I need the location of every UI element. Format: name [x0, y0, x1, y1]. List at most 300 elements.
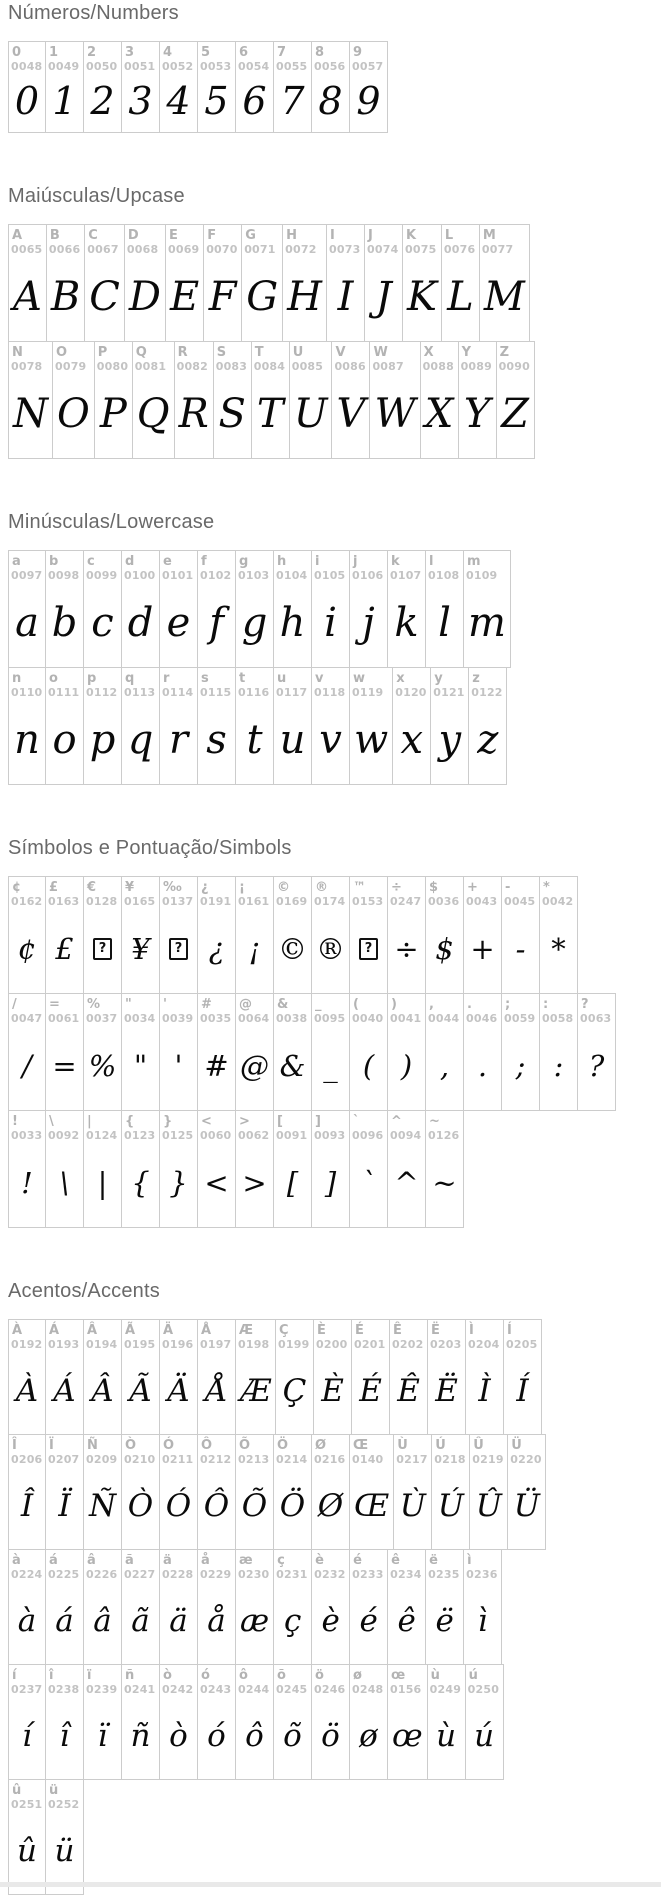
cell-unicode-label: 0209	[86, 1453, 118, 1466]
glyph-cell	[466, 1664, 504, 1780]
glyph-cell	[84, 1664, 122, 1780]
cell-unicode-label: 0236	[466, 1568, 498, 1581]
cell-glyph: <	[204, 1165, 229, 1200]
cell-unicode-label: 0219	[472, 1453, 504, 1466]
cell-char-label: 5	[201, 45, 211, 60]
cell-unicode-label: 0040	[352, 1012, 384, 1025]
glyph-cell	[122, 993, 160, 1111]
cell-unicode-label: 0126	[428, 1129, 460, 1142]
cell-unicode-label: 0197	[200, 1338, 232, 1351]
cell-char-label: _	[315, 997, 322, 1012]
glyph-cell	[312, 1434, 350, 1550]
cell-unicode-label: 0247	[390, 895, 422, 908]
cell-glyph: Œ	[354, 1487, 390, 1524]
cell-glyph: è	[321, 1602, 340, 1639]
cell-unicode-label: 0200	[316, 1338, 348, 1351]
cell-char-label: ë	[429, 1553, 438, 1568]
cell-unicode-label: 0068	[126, 243, 159, 256]
cell-unicode-label: 0245	[276, 1683, 308, 1696]
cell-char-label: .	[467, 997, 472, 1012]
cell-glyph: #	[204, 1048, 229, 1083]
cell-unicode-label: 0047	[11, 1012, 43, 1025]
glyph-cell	[8, 1110, 46, 1228]
cell-unicode-label: 0072	[285, 243, 317, 256]
cell-glyph: ä	[169, 1602, 188, 1639]
cell-unicode-label: 0137	[162, 895, 194, 908]
cell-glyph: d	[127, 599, 154, 646]
glyph-cell	[388, 1110, 426, 1228]
cell-char-label: Ü	[511, 1438, 522, 1453]
section-grid	[8, 1319, 661, 1895]
cell-char-label: ú	[468, 1668, 478, 1683]
cell-unicode-label: 0034	[124, 1012, 156, 1025]
cell-char-label: G	[245, 228, 256, 243]
cell-char-label: è	[315, 1553, 324, 1568]
cell-char-label: Á	[49, 1323, 60, 1338]
cell-unicode-label: 0038	[276, 1012, 308, 1025]
cell-unicode-label: 0112	[86, 686, 118, 699]
cell-unicode-label: 0108	[428, 569, 460, 582]
glyph-cell	[122, 550, 160, 668]
cell-glyph: {	[131, 1165, 150, 1200]
notdef-box-glyph: ?	[93, 938, 113, 960]
cell-glyph: g	[241, 599, 268, 646]
glyph-cell	[46, 1434, 84, 1550]
cell-unicode-label: 0220	[510, 1453, 542, 1466]
glyph-cell	[166, 224, 204, 342]
glyph-cell	[540, 993, 578, 1111]
cell-unicode-label: 0237	[11, 1683, 43, 1696]
glyph-cell	[8, 1664, 46, 1780]
glyph-cell	[84, 41, 122, 133]
cell-unicode-label: 0201	[354, 1338, 386, 1351]
cell-glyph: å	[207, 1602, 226, 1639]
glyph-cell	[84, 1319, 122, 1435]
notdef-box-glyph: ?	[359, 938, 379, 960]
glyph-cell	[464, 993, 502, 1111]
cell-glyph: K	[407, 273, 437, 320]
glyph-cell	[46, 876, 84, 994]
cell-glyph: À	[15, 1372, 39, 1409]
cell-unicode-label: 0202	[392, 1338, 424, 1351]
section-lowercase	[8, 511, 661, 785]
section-grid	[8, 550, 661, 785]
cell-unicode-label: 0048	[11, 60, 43, 73]
cell-unicode-label: 0109	[466, 569, 498, 582]
glyph-cell	[204, 224, 242, 342]
cell-char-label: ©	[277, 880, 290, 895]
cell-glyph: :	[553, 1048, 564, 1083]
cell-glyph: L	[447, 273, 474, 320]
cell-char-label: ~	[429, 1114, 440, 1129]
cell-unicode-label: 0211	[162, 1453, 194, 1466]
cell-char-label: Ã	[125, 1323, 136, 1338]
cell-unicode-label: 0110	[11, 686, 43, 699]
cell-glyph	[350, 908, 387, 993]
cell-glyph: M	[483, 273, 525, 320]
cell-char-label: E	[168, 228, 178, 243]
cell-char-label: ;	[505, 997, 511, 1012]
cell-unicode-label: 0036	[428, 895, 460, 908]
cell-glyph: ~	[432, 1165, 457, 1200]
cell-char-label: ,	[429, 997, 434, 1012]
cell-unicode-label: 0193	[48, 1338, 80, 1351]
glyph-cell	[274, 667, 312, 785]
cell-glyph: ü	[54, 1832, 75, 1869]
cell-glyph: Û	[475, 1487, 502, 1524]
cell-glyph: w	[354, 716, 389, 763]
cell-glyph: A	[13, 273, 42, 320]
cell-char-label: [	[277, 1114, 283, 1129]
cell-unicode-label: 0117	[276, 686, 308, 699]
cell-char-label: v	[315, 671, 324, 686]
cell-char-label: f	[201, 554, 207, 569]
cell-glyph: |	[97, 1165, 108, 1200]
cell-unicode-label: 0102	[200, 569, 232, 582]
cell-glyph: !	[21, 1165, 33, 1200]
section-symbols	[8, 837, 661, 1228]
cell-char-label: W	[373, 345, 388, 360]
glyph-cell	[46, 1110, 84, 1228]
cell-char-label: "	[125, 997, 132, 1012]
cell-glyph: Ô	[203, 1487, 230, 1524]
cell-char-label: 7	[277, 45, 287, 60]
cell-unicode-label: 0161	[238, 895, 270, 908]
cell-char-label: À	[12, 1323, 23, 1338]
cell-unicode-label: 0065	[11, 243, 43, 256]
glyph-cell	[236, 993, 274, 1111]
cell-unicode-label: 0045	[504, 895, 536, 908]
glyph-cell	[426, 1549, 464, 1665]
cell-char-label: b	[49, 554, 59, 569]
cell-glyph: *	[551, 931, 566, 966]
cell-unicode-label: 0060	[200, 1129, 232, 1142]
cell-char-label: h	[277, 554, 287, 569]
cell-char-label: ï	[87, 1668, 92, 1683]
glyph-cell	[53, 341, 95, 459]
cell-unicode-label: 0091	[276, 1129, 308, 1142]
cell-char-label: g	[239, 554, 249, 569]
cell-glyph: W	[374, 390, 416, 437]
cell-unicode-label: 0074	[367, 243, 399, 256]
glyph-cell	[421, 341, 459, 459]
cell-char-label: #	[201, 997, 212, 1012]
glyph-cell	[312, 1110, 350, 1228]
cell-glyph: \	[59, 1165, 70, 1200]
glyph-cell	[198, 41, 236, 133]
cell-glyph: C	[89, 273, 120, 320]
cell-char-label: Î	[12, 1438, 17, 1453]
cell-char-label: Z	[499, 345, 509, 360]
cell-unicode-label: 0111	[48, 686, 80, 699]
cell-glyph: e	[166, 599, 191, 646]
cell-glyph: G	[246, 273, 279, 320]
cell-char-label: `	[353, 1114, 360, 1129]
cell-char-label: ò	[163, 1668, 172, 1683]
cell-char-label: ù	[430, 1668, 440, 1683]
cell-glyph: 9	[356, 78, 381, 123]
cell-char-label: ã	[125, 1553, 134, 1568]
cell-char-label: C	[88, 228, 98, 243]
cell-char-label: ö	[315, 1668, 324, 1683]
cell-glyph: ó	[207, 1717, 226, 1754]
cell-glyph: ]	[324, 1165, 337, 1200]
section-title: Números/Numbers	[8, 2, 179, 24]
cell-unicode-label: 0094	[390, 1129, 422, 1142]
cell-char-label: %	[87, 997, 101, 1012]
cell-glyph: û	[17, 1832, 37, 1869]
cell-unicode-label: 0196	[162, 1338, 194, 1351]
glyph-cell	[276, 1319, 314, 1435]
cell-char-label: ^	[391, 1114, 402, 1129]
cell-unicode-label: 0066	[48, 243, 81, 256]
glyph-row	[8, 224, 661, 342]
cell-unicode-label: 0249	[429, 1683, 462, 1696]
cell-unicode-label: 0213	[238, 1453, 270, 1466]
cell-char-label: î	[49, 1668, 54, 1683]
cell-glyph: â	[93, 1602, 112, 1639]
cell-char-label: F	[207, 228, 217, 243]
cell-unicode-label: 0070	[206, 243, 238, 256]
glyph-cell	[428, 1664, 466, 1780]
cell-glyph: u	[279, 716, 306, 763]
cell-glyph: l	[438, 599, 451, 646]
cell-glyph: ø	[359, 1717, 378, 1754]
glyph-cell	[274, 1110, 312, 1228]
cell-unicode-label: 0114	[162, 686, 194, 699]
cell-unicode-label: 0059	[504, 1012, 536, 1025]
glyph-cell	[47, 224, 85, 342]
cell-glyph: ®	[316, 931, 345, 966]
cell-char-label: 3	[125, 45, 135, 60]
glyph-cell	[578, 993, 616, 1111]
cell-unicode-label: 0210	[124, 1453, 156, 1466]
cell-unicode-label: 0214	[276, 1453, 308, 1466]
glyph-cell	[332, 341, 370, 459]
cell-unicode-label: 0055	[276, 60, 308, 73]
cell-glyph: c	[91, 599, 114, 646]
glyph-cell	[252, 341, 290, 459]
cell-glyph: 0	[14, 78, 40, 123]
cell-glyph: Ò	[127, 1487, 154, 1524]
cell-glyph: h	[279, 599, 306, 646]
cell-unicode-label: 0100	[124, 569, 156, 582]
glyph-cell	[122, 1434, 160, 1550]
cell-unicode-label: 0153	[352, 895, 384, 908]
cell-glyph: ¥	[131, 931, 150, 966]
cell-char-label: M	[482, 228, 496, 243]
cell-unicode-label: 0064	[238, 1012, 270, 1025]
cell-unicode-label: 0228	[162, 1568, 194, 1581]
cell-unicode-label: 0162	[11, 895, 43, 908]
cell-char-label: P	[97, 345, 108, 360]
cell-glyph: N	[13, 390, 48, 437]
cell-unicode-label: 0088	[422, 360, 454, 373]
glyph-cell	[125, 224, 166, 342]
cell-unicode-label: 0156	[390, 1683, 422, 1696]
cell-glyph: Ü	[513, 1487, 540, 1524]
cell-unicode-label: 0093	[314, 1129, 346, 1142]
cell-char-label: $	[429, 880, 439, 895]
cell-glyph: á	[55, 1602, 74, 1639]
cell-glyph: 3	[128, 78, 153, 123]
cell-unicode-label: 0225	[48, 1568, 80, 1581]
glyph-cell	[133, 341, 175, 459]
cell-glyph: Ã	[129, 1372, 152, 1409]
cell-glyph: %	[88, 1048, 117, 1083]
cell-glyph: -	[515, 931, 526, 966]
cell-glyph: E	[169, 273, 200, 320]
cell-glyph: '	[174, 1048, 183, 1083]
cell-char-label: k	[391, 554, 400, 569]
cell-glyph: J	[375, 273, 392, 320]
cell-unicode-label: 0076	[443, 243, 476, 256]
cell-char-label: Ó	[163, 1438, 175, 1453]
glyph-cell	[426, 876, 464, 994]
cell-glyph: £	[55, 931, 74, 966]
cell-unicode-label: 0191	[200, 895, 232, 908]
glyph-cell	[290, 341, 333, 459]
cell-unicode-label: 0234	[390, 1568, 422, 1581]
cell-char-label: £	[49, 880, 59, 895]
cell-char-label: B	[49, 228, 60, 243]
glyph-cell	[8, 1549, 46, 1665]
cell-char-label: K	[406, 228, 417, 243]
cell-unicode-label: 0241	[124, 1683, 156, 1696]
cell-glyph: Æ	[240, 1372, 272, 1409]
cell-unicode-label: 0120	[395, 686, 427, 699]
cell-glyph: ì	[477, 1602, 488, 1639]
cell-char-label: 8	[315, 45, 325, 60]
cell-unicode-label: 0198	[238, 1338, 270, 1351]
glyph-cell	[160, 876, 198, 994]
glyph-cell	[8, 550, 46, 668]
cell-glyph: Á	[53, 1372, 76, 1409]
cell-char-label: 1	[49, 45, 59, 60]
cell-glyph: 4	[166, 78, 191, 123]
glyph-cell	[95, 341, 133, 459]
cell-char-label: ‰	[163, 880, 182, 895]
cell-char-label: l	[429, 554, 434, 569]
cell-char-label: ü	[49, 1783, 59, 1798]
glyph-cell	[46, 1664, 84, 1780]
cell-char-label: /	[12, 997, 17, 1012]
cell-char-label: i	[315, 554, 320, 569]
cell-glyph: "	[133, 1048, 148, 1083]
cell-unicode-label: 0212	[200, 1453, 232, 1466]
cell-unicode-label: 0235	[428, 1568, 460, 1581]
cell-glyph: ;	[515, 1048, 526, 1083]
glyph-cell	[8, 1319, 46, 1435]
section-grid	[8, 41, 661, 133]
cell-glyph: ¿	[208, 931, 225, 966]
cell-char-label: Ç	[279, 1323, 289, 1338]
cell-char-label: Ô	[201, 1438, 213, 1453]
cell-unicode-label: 0122	[471, 686, 503, 699]
cell-unicode-label: 0206	[11, 1453, 43, 1466]
cell-unicode-label: 0123	[124, 1129, 156, 1142]
glyph-row	[8, 1549, 661, 1665]
cell-char-label: (	[353, 997, 359, 1012]
section-title: Acentos/Accents	[8, 1280, 160, 1302]
cell-glyph: $	[435, 931, 454, 966]
section-title: Minúsculas/Lowercase	[8, 511, 215, 533]
glyph-cell	[236, 550, 274, 668]
cell-glyph: 6	[242, 78, 267, 123]
glyph-cell	[8, 1779, 46, 1895]
glyph-cell	[426, 550, 464, 668]
cell-char-label: Ò	[125, 1438, 137, 1453]
glyph-row	[8, 993, 661, 1111]
cell-char-label: È	[317, 1323, 326, 1338]
cell-char-label: û	[12, 1783, 22, 1798]
cell-char-label: ¢	[12, 880, 22, 895]
glyph-cell	[84, 993, 122, 1111]
cell-unicode-label: 0232	[314, 1568, 346, 1581]
glyph-cell	[198, 1110, 236, 1228]
cell-glyph: R	[178, 390, 209, 437]
cell-unicode-label: 0087	[372, 360, 404, 373]
cell-unicode-label: 0204	[468, 1338, 500, 1351]
cell-unicode-label: 0119	[352, 686, 384, 699]
glyph-cell	[46, 41, 84, 133]
glyph-cell	[198, 1549, 236, 1665]
cell-glyph: ¢	[17, 931, 37, 966]
glyph-cell	[540, 876, 578, 994]
cell-char-label: ™	[353, 880, 366, 895]
cell-glyph: H	[287, 273, 323, 320]
glyph-cell	[352, 1319, 390, 1435]
cell-char-label: é	[353, 1553, 362, 1568]
cell-char-label: d	[125, 554, 135, 569]
glyph-cell	[84, 550, 122, 668]
cell-char-label: 2	[87, 45, 97, 60]
cell-unicode-label: 0125	[162, 1129, 194, 1142]
cell-char-label: r	[163, 671, 170, 686]
cell-glyph: ô	[245, 1717, 264, 1754]
glyph-cell	[350, 1664, 388, 1780]
glyph-cell	[198, 550, 236, 668]
cell-unicode-label: 0207	[48, 1453, 80, 1466]
cell-glyph: @	[240, 1048, 269, 1083]
cell-unicode-label: 0244	[238, 1683, 270, 1696]
cell-unicode-label: 0128	[86, 895, 118, 908]
glyph-row	[8, 1779, 661, 1895]
cell-glyph: Í	[516, 1372, 529, 1409]
glyph-cell	[198, 1319, 236, 1435]
cell-unicode-label: 0037	[86, 1012, 118, 1025]
cell-unicode-label: 0192	[11, 1338, 43, 1351]
glyph-cell	[497, 341, 535, 459]
glyph-cell	[350, 1110, 388, 1228]
cell-char-label: ì	[467, 1553, 472, 1568]
cell-char-label: }	[163, 1114, 173, 1129]
cell-char-label: u	[277, 671, 287, 686]
cell-char-label: j	[353, 554, 358, 569]
cell-glyph: S	[218, 390, 246, 437]
cell-char-label: w	[353, 671, 366, 686]
cell-glyph: .	[477, 1048, 488, 1083]
cell-char-label: V	[335, 345, 346, 360]
cell-glyph: Õ	[241, 1487, 268, 1524]
cell-unicode-label: 0081	[134, 360, 167, 373]
cell-glyph: œ	[392, 1717, 423, 1754]
cell-glyph: [	[286, 1165, 299, 1200]
glyph-cell	[312, 550, 350, 668]
cell-unicode-label: 0224	[11, 1568, 43, 1581]
cell-unicode-label: 0242	[162, 1683, 194, 1696]
cell-glyph: F	[208, 273, 237, 320]
